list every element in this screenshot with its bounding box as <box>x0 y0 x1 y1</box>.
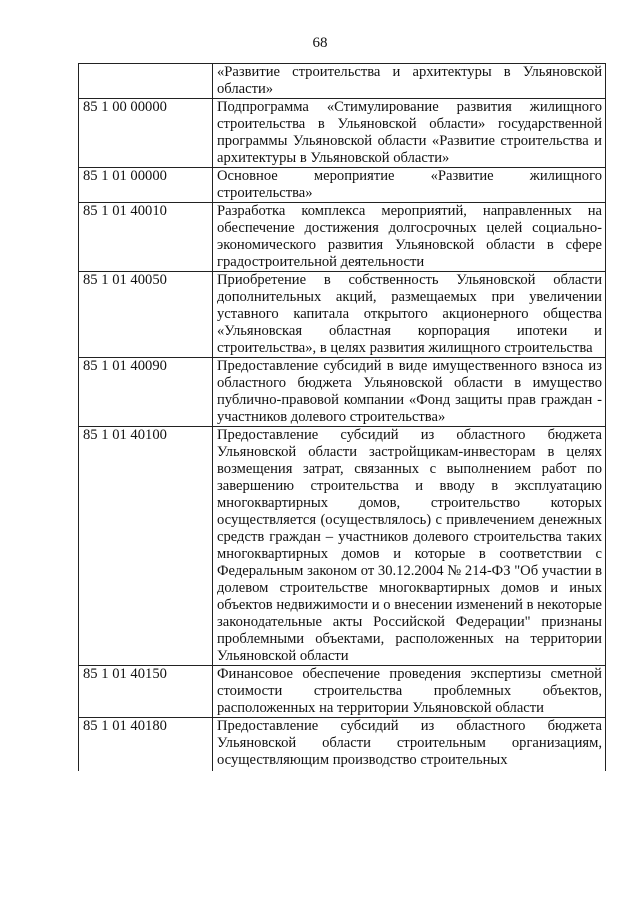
row-code <box>79 64 213 99</box>
table-row <box>79 168 606 203</box>
row-code: 85 1 01 40180 <box>79 718 213 772</box>
table-row <box>79 358 606 427</box>
row-name: Предоставление субсидий в виде имущественного взноса из областного бюджета Ульяновской области в имущество публично-правовой компании «Фонд защиты прав граждан - участников долевого строительства» <box>213 358 606 427</box>
row-code: 85 1 01 40010 <box>79 203 213 272</box>
budget-classification-table <box>78 63 606 771</box>
row-code: 85 1 01 40150 <box>79 666 213 718</box>
table-row <box>79 272 606 358</box>
page-number: 68 <box>312 35 328 51</box>
table-row <box>79 64 606 99</box>
row-name: Предоставление субсидий из областного бюджета Ульяновской области застройщикам-инвесторам в целях возмещения затрат, связанных с выполнением работ по завершению строительства и вводу в эксплуатацию многоквартирных домов, строительство которых осуществляется (осуществлялось) с привлечением денежных средств граждан – участников долевого строительства таких многоквартирных домов и которые в соответствии с Федеральным законом от 30.12.2004 № 214-ФЗ "Об участии в долевом строительстве многоквартирных домов и иных объектов недвижимости и о внесении изменений в некоторые законодательные акты Российской Федерации" признаны проблемными объектами, расположенных на территории Ульяновской области <box>213 427 606 666</box>
row-name: Основное мероприятие «Развитие жилищного строительства» <box>213 168 606 203</box>
table-row <box>79 99 606 168</box>
row-name: Финансовое обеспечение проведения экспертизы сметной стоимости строительства проблемных объектов, расположенных на территории Ульяновской области <box>213 666 606 718</box>
row-code: 85 1 01 40100 <box>79 427 213 666</box>
row-name: «Развитие строительства и архитектуры в Ульяновской области» <box>213 64 606 99</box>
row-code: 85 1 01 40090 <box>79 358 213 427</box>
row-code: 85 1 01 40050 <box>79 272 213 358</box>
table-row <box>79 427 606 666</box>
table-row <box>79 666 606 718</box>
row-name: Подпрограмма «Стимулирование развития жилищного строительства в Ульяновской области» государственной программы Ульяновской области «Развитие строительства и архитектуры в Ульяновской области» <box>213 99 606 168</box>
table-row <box>79 718 606 772</box>
row-name: Предоставление субсидий из областного бюджета Ульяновской области строительным организациям, осуществляющим производство строительных <box>213 718 606 772</box>
row-name: Приобретение в собственность Ульяновской области дополнительных акций, размещаемых при увеличении уставного капитала открытого акционерного общества «Ульяновская областная корпорация ипотеки и строительства», в целях развития жилищного строительства <box>213 272 606 358</box>
table-row <box>79 203 606 272</box>
row-name: Разработка комплекса мероприятий, направленных на обеспечение достижения долгосрочных целей социально-экономического развития Ульяновской области в сфере градостроительной деятельности <box>213 203 606 272</box>
row-code: 85 1 00 00000 <box>79 99 213 168</box>
row-code: 85 1 01 00000 <box>79 168 213 203</box>
